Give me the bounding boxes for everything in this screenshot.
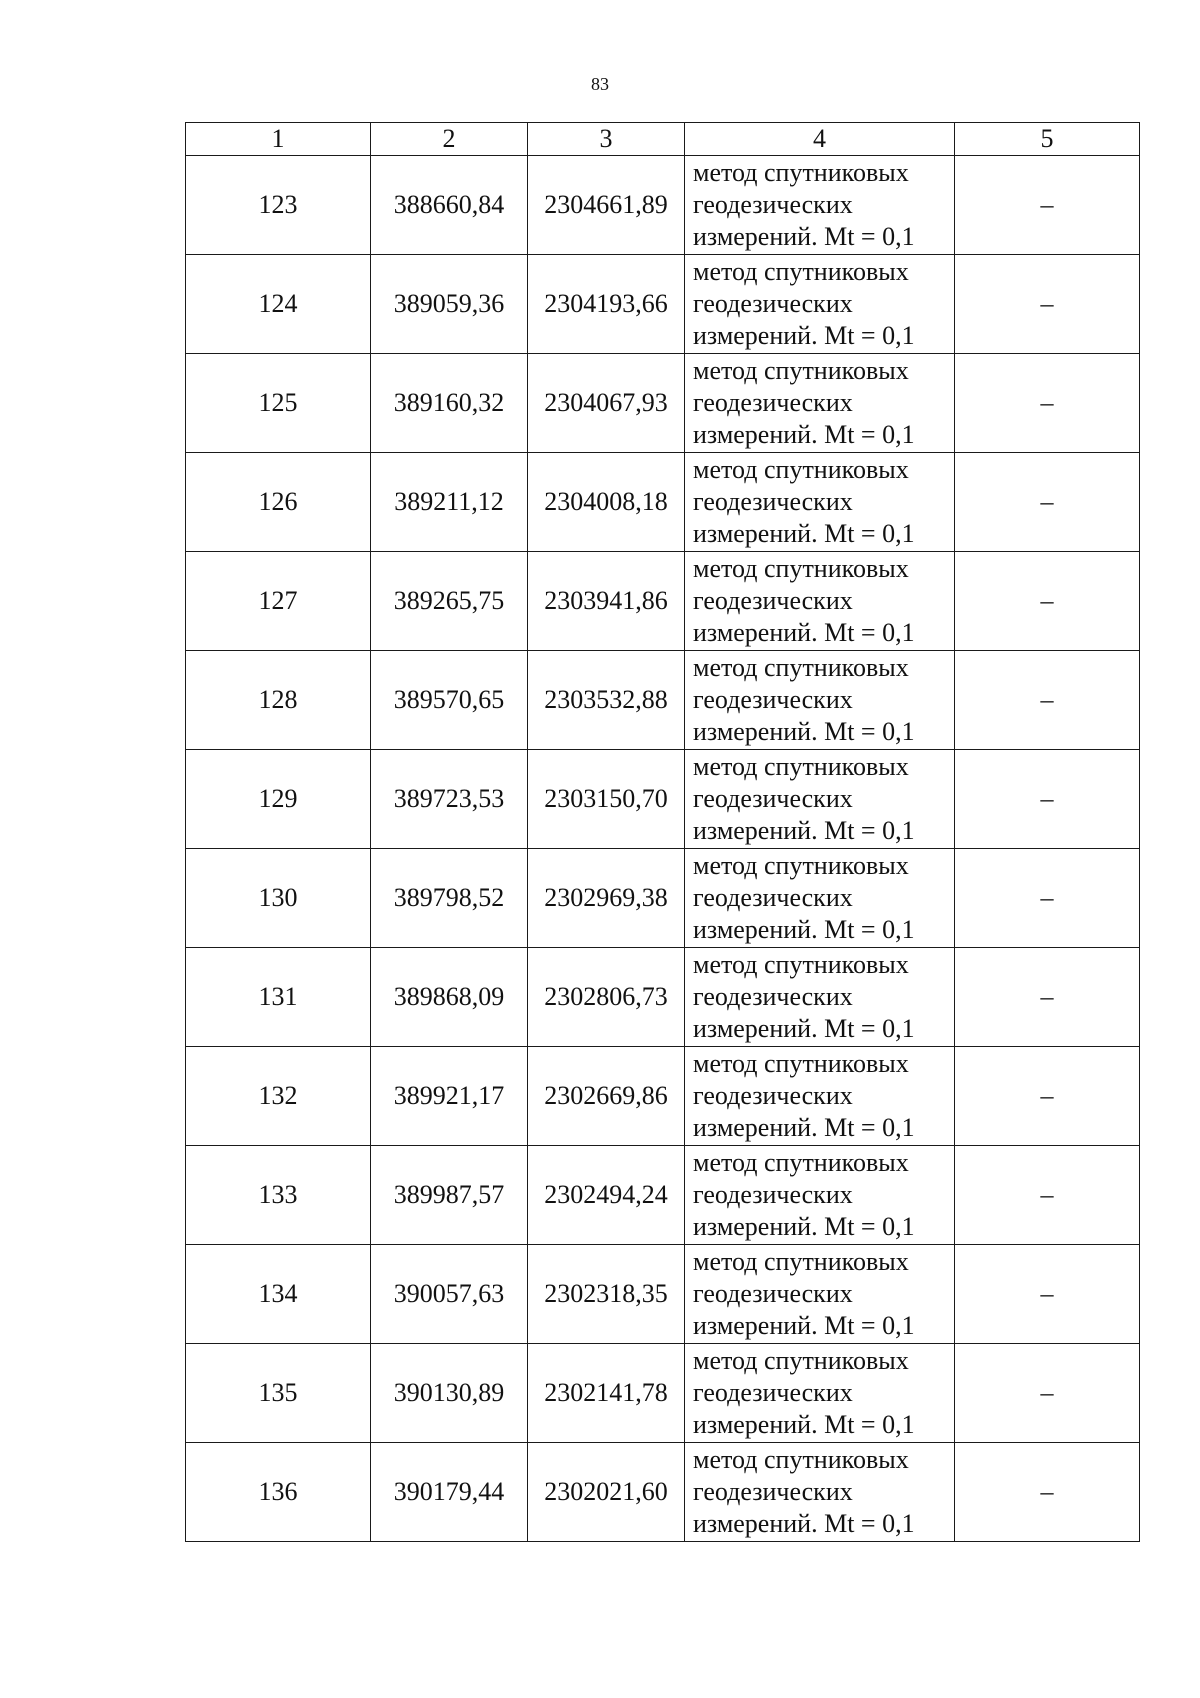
- determination-method: [685, 1443, 955, 1542]
- determination-method: [685, 453, 955, 552]
- note-cell: –: [955, 651, 1140, 750]
- table-row: [186, 354, 1140, 453]
- note-cell: –: [955, 1443, 1140, 1542]
- coordinates-table: [185, 122, 1140, 1542]
- point-number: 129: [186, 750, 371, 849]
- determination-method: [685, 354, 955, 453]
- point-number: 125: [186, 354, 371, 453]
- point-number: 132: [186, 1047, 371, 1146]
- note-cell: –: [955, 849, 1140, 948]
- coordinate-y: 2303150,70: [528, 750, 685, 849]
- column-header-2: 2: [371, 123, 528, 156]
- note-cell: –: [955, 453, 1140, 552]
- method-line: метод спутниковых: [693, 1346, 909, 1375]
- method-line: измерений. Mt = 0,1: [693, 519, 915, 548]
- table-row: [186, 651, 1140, 750]
- point-number: 136: [186, 1443, 371, 1542]
- method-line: геодезических: [693, 982, 853, 1011]
- coordinate-x: 389570,65: [371, 651, 528, 750]
- method-line: измерений. Mt = 0,1: [693, 420, 915, 449]
- point-number: 123: [186, 156, 371, 255]
- method-line: метод спутниковых: [693, 752, 909, 781]
- determination-method: [685, 552, 955, 651]
- coordinate-x: 390057,63: [371, 1245, 528, 1344]
- point-number: 128: [186, 651, 371, 750]
- table-row: [186, 948, 1140, 1047]
- method-line: измерений. Mt = 0,1: [693, 321, 915, 350]
- note-cell: –: [955, 750, 1140, 849]
- method-line: измерений. Mt = 0,1: [693, 1113, 915, 1142]
- method-line: геодезических: [693, 1180, 853, 1209]
- method-line: метод спутниковых: [693, 356, 909, 385]
- coordinate-y: 2302021,60: [528, 1443, 685, 1542]
- point-number: 124: [186, 255, 371, 354]
- method-line: геодезических: [693, 1378, 853, 1407]
- table-body: [186, 156, 1140, 1542]
- method-line: метод спутниковых: [693, 1247, 909, 1276]
- coordinate-y: 2304661,89: [528, 156, 685, 255]
- method-line: метод спутниковых: [693, 158, 909, 187]
- method-line: измерений. Mt = 0,1: [693, 1212, 915, 1241]
- table-row: [186, 1047, 1140, 1146]
- note-cell: –: [955, 1146, 1140, 1245]
- determination-method: [685, 849, 955, 948]
- determination-method: [685, 255, 955, 354]
- determination-method: [685, 1245, 955, 1344]
- coordinate-y: 2304193,66: [528, 255, 685, 354]
- method-line: измерений. Mt = 0,1: [693, 915, 915, 944]
- coordinate-y: 2302494,24: [528, 1146, 685, 1245]
- coordinate-y: 2302141,78: [528, 1344, 685, 1443]
- method-line: метод спутниковых: [693, 1049, 909, 1078]
- note-cell: –: [955, 948, 1140, 1047]
- coordinate-x: 389211,12: [371, 453, 528, 552]
- method-line: метод спутниковых: [693, 653, 909, 682]
- method-line: измерений. Mt = 0,1: [693, 618, 915, 647]
- table-header: [186, 123, 1140, 156]
- method-line: метод спутниковых: [693, 554, 909, 583]
- coordinate-y: 2303532,88: [528, 651, 685, 750]
- table-row: [186, 453, 1140, 552]
- table-row: [186, 1146, 1140, 1245]
- determination-method: [685, 651, 955, 750]
- method-line: геодезических: [693, 487, 853, 516]
- method-line: геодезических: [693, 586, 853, 615]
- method-line: измерений. Mt = 0,1: [693, 1410, 915, 1439]
- point-number: 133: [186, 1146, 371, 1245]
- coordinate-y: 2302669,86: [528, 1047, 685, 1146]
- table-row: [186, 156, 1140, 255]
- note-cell: –: [955, 156, 1140, 255]
- note-cell: –: [955, 552, 1140, 651]
- method-line: геодезических: [693, 883, 853, 912]
- column-header-3: 3: [528, 123, 685, 156]
- coordinate-x: 389921,17: [371, 1047, 528, 1146]
- point-number: 134: [186, 1245, 371, 1344]
- method-line: метод спутниковых: [693, 1445, 909, 1474]
- note-cell: –: [955, 1245, 1140, 1344]
- method-line: измерений. Mt = 0,1: [693, 816, 915, 845]
- determination-method: [685, 1047, 955, 1146]
- determination-method: [685, 750, 955, 849]
- determination-method: [685, 1344, 955, 1443]
- coordinate-x: 388660,84: [371, 156, 528, 255]
- determination-method: [685, 156, 955, 255]
- note-cell: –: [955, 1047, 1140, 1146]
- method-line: метод спутниковых: [693, 851, 909, 880]
- determination-method: [685, 1146, 955, 1245]
- table-row: [186, 552, 1140, 651]
- determination-method: [685, 948, 955, 1047]
- method-line: геодезических: [693, 1279, 853, 1308]
- method-line: метод спутниковых: [693, 455, 909, 484]
- coordinate-x: 390130,89: [371, 1344, 528, 1443]
- column-header-1: 1: [186, 123, 371, 156]
- coordinate-x: 389059,36: [371, 255, 528, 354]
- coordinate-y: 2304067,93: [528, 354, 685, 453]
- table-row: [186, 849, 1140, 948]
- method-line: геодезических: [693, 289, 853, 318]
- method-line: геодезических: [693, 1477, 853, 1506]
- column-header-4: 4: [685, 123, 955, 156]
- point-number: 135: [186, 1344, 371, 1443]
- method-line: метод спутниковых: [693, 257, 909, 286]
- coordinate-y: 2302806,73: [528, 948, 685, 1047]
- point-number: 127: [186, 552, 371, 651]
- header-row: [186, 123, 1140, 156]
- method-line: геодезических: [693, 685, 853, 714]
- coordinate-y: 2302318,35: [528, 1245, 685, 1344]
- table-row: [186, 750, 1140, 849]
- note-cell: –: [955, 354, 1140, 453]
- method-line: геодезических: [693, 190, 853, 219]
- note-cell: –: [955, 1344, 1140, 1443]
- table-row: [186, 1443, 1140, 1542]
- coordinate-y: 2302969,38: [528, 849, 685, 948]
- coordinate-y: 2304008,18: [528, 453, 685, 552]
- note-cell: –: [955, 255, 1140, 354]
- table-row: [186, 1344, 1140, 1443]
- method-line: геодезических: [693, 784, 853, 813]
- table-row: [186, 1245, 1140, 1344]
- coordinate-x: 389987,57: [371, 1146, 528, 1245]
- point-number: 126: [186, 453, 371, 552]
- coordinate-x: 389798,52: [371, 849, 528, 948]
- coordinate-x: 389160,32: [371, 354, 528, 453]
- method-line: геодезических: [693, 1081, 853, 1110]
- point-number: 130: [186, 849, 371, 948]
- coordinate-y: 2303941,86: [528, 552, 685, 651]
- method-line: метод спутниковых: [693, 1148, 909, 1177]
- page-number: 83: [591, 74, 609, 94]
- point-number: 131: [186, 948, 371, 1047]
- method-line: измерений. Mt = 0,1: [693, 1311, 915, 1340]
- method-line: геодезических: [693, 388, 853, 417]
- column-header-5: 5: [955, 123, 1140, 156]
- method-line: измерений. Mt = 0,1: [693, 1014, 915, 1043]
- table-row: [186, 255, 1140, 354]
- method-line: измерений. Mt = 0,1: [693, 717, 915, 746]
- coordinate-x: 389723,53: [371, 750, 528, 849]
- coordinate-x: 389265,75: [371, 552, 528, 651]
- method-line: метод спутниковых: [693, 950, 909, 979]
- method-line: измерений. Mt = 0,1: [693, 1509, 915, 1538]
- coordinate-x: 390179,44: [371, 1443, 528, 1542]
- coordinate-x: 389868,09: [371, 948, 528, 1047]
- method-line: измерений. Mt = 0,1: [693, 222, 915, 251]
